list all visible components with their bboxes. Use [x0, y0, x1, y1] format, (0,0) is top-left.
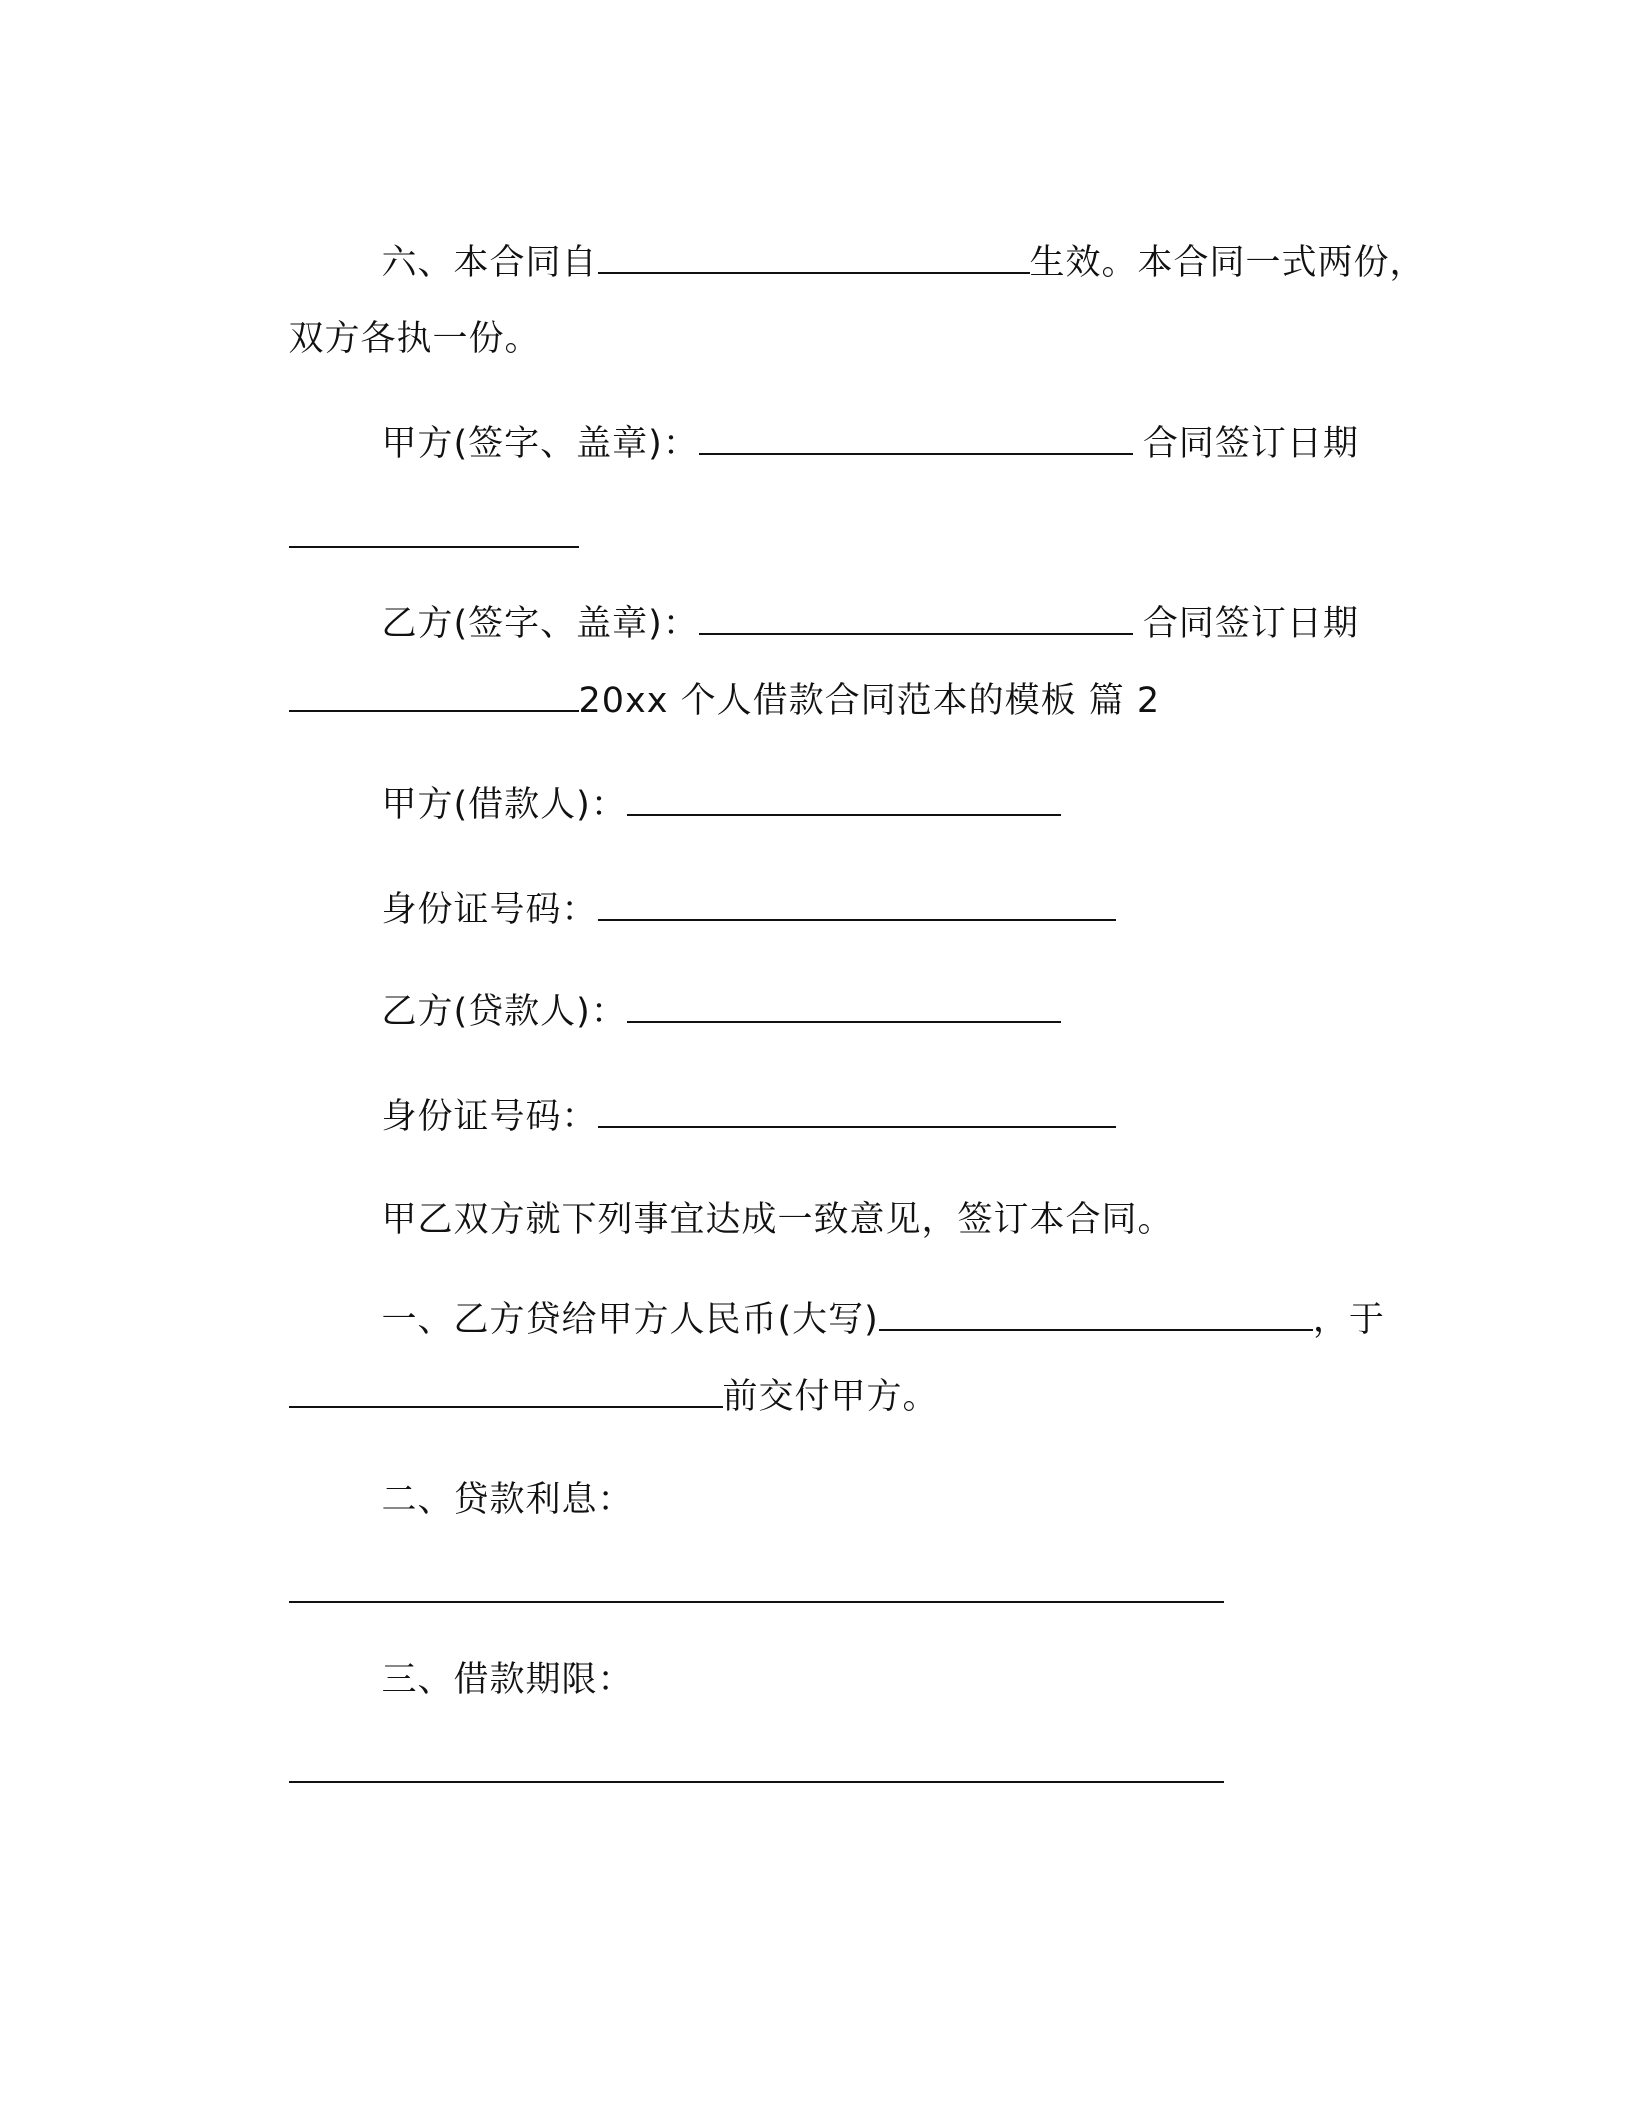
agreement-text: 甲乙双方就下列事宜达成一致意见，签订本合同。 [381, 1200, 1174, 1240]
lender-label: 乙方(贷款人)： [381, 992, 627, 1032]
borrower-id-label: 身份证号码： [381, 890, 598, 930]
interest-blank [289, 1569, 1224, 1603]
clause-6-prefix: 六、本合同自 [381, 243, 598, 283]
lender-id-label: 身份证号码： [381, 1097, 598, 1137]
clause-6-suffix: 生效。本合同一式两份， [1029, 243, 1426, 283]
clause-6-continuation: 双方各执一份。 [288, 319, 541, 359]
clause-1-mid: ，于 [1312, 1300, 1385, 1340]
delivery-date-blank [289, 1374, 723, 1408]
borrower-id-blank [598, 887, 1116, 921]
party-a-signature-label: 甲方(签字、盖章)： [381, 424, 699, 464]
lender-id-blank [598, 1094, 1116, 1128]
term-blank-line [240, 1705, 1224, 1838]
party-b-signature-label: 乙方(签字、盖章)： [381, 604, 699, 644]
party-b-date-label: 合同签订日期 [1142, 604, 1359, 644]
lender-blank [627, 989, 1061, 1023]
party-a-date-blank [289, 514, 579, 548]
clause-1-prefix: 一、乙方贷给甲方人民币(大写) [381, 1300, 879, 1340]
clause-1-suffix: 前交付甲方。 [722, 1377, 939, 1417]
party-a-signature-blank [699, 421, 1133, 455]
clause-3-label: 三、借款期限： [381, 1660, 634, 1700]
party-b-date-blank [289, 678, 579, 712]
loan-amount-blank [879, 1297, 1313, 1331]
section-heading-2: 20xx 个人借款合同范本的模板 篇 2 [578, 681, 1161, 721]
clause-2-label: 二、贷款利息： [381, 1480, 634, 1520]
party-a-date-label: 合同签订日期 [1142, 424, 1359, 464]
effective-date-blank [598, 240, 1030, 274]
term-blank [289, 1749, 1224, 1783]
borrower-label: 甲方(借款人)： [381, 785, 627, 825]
borrower-blank [627, 782, 1061, 816]
party-b-signature-blank [699, 601, 1133, 635]
